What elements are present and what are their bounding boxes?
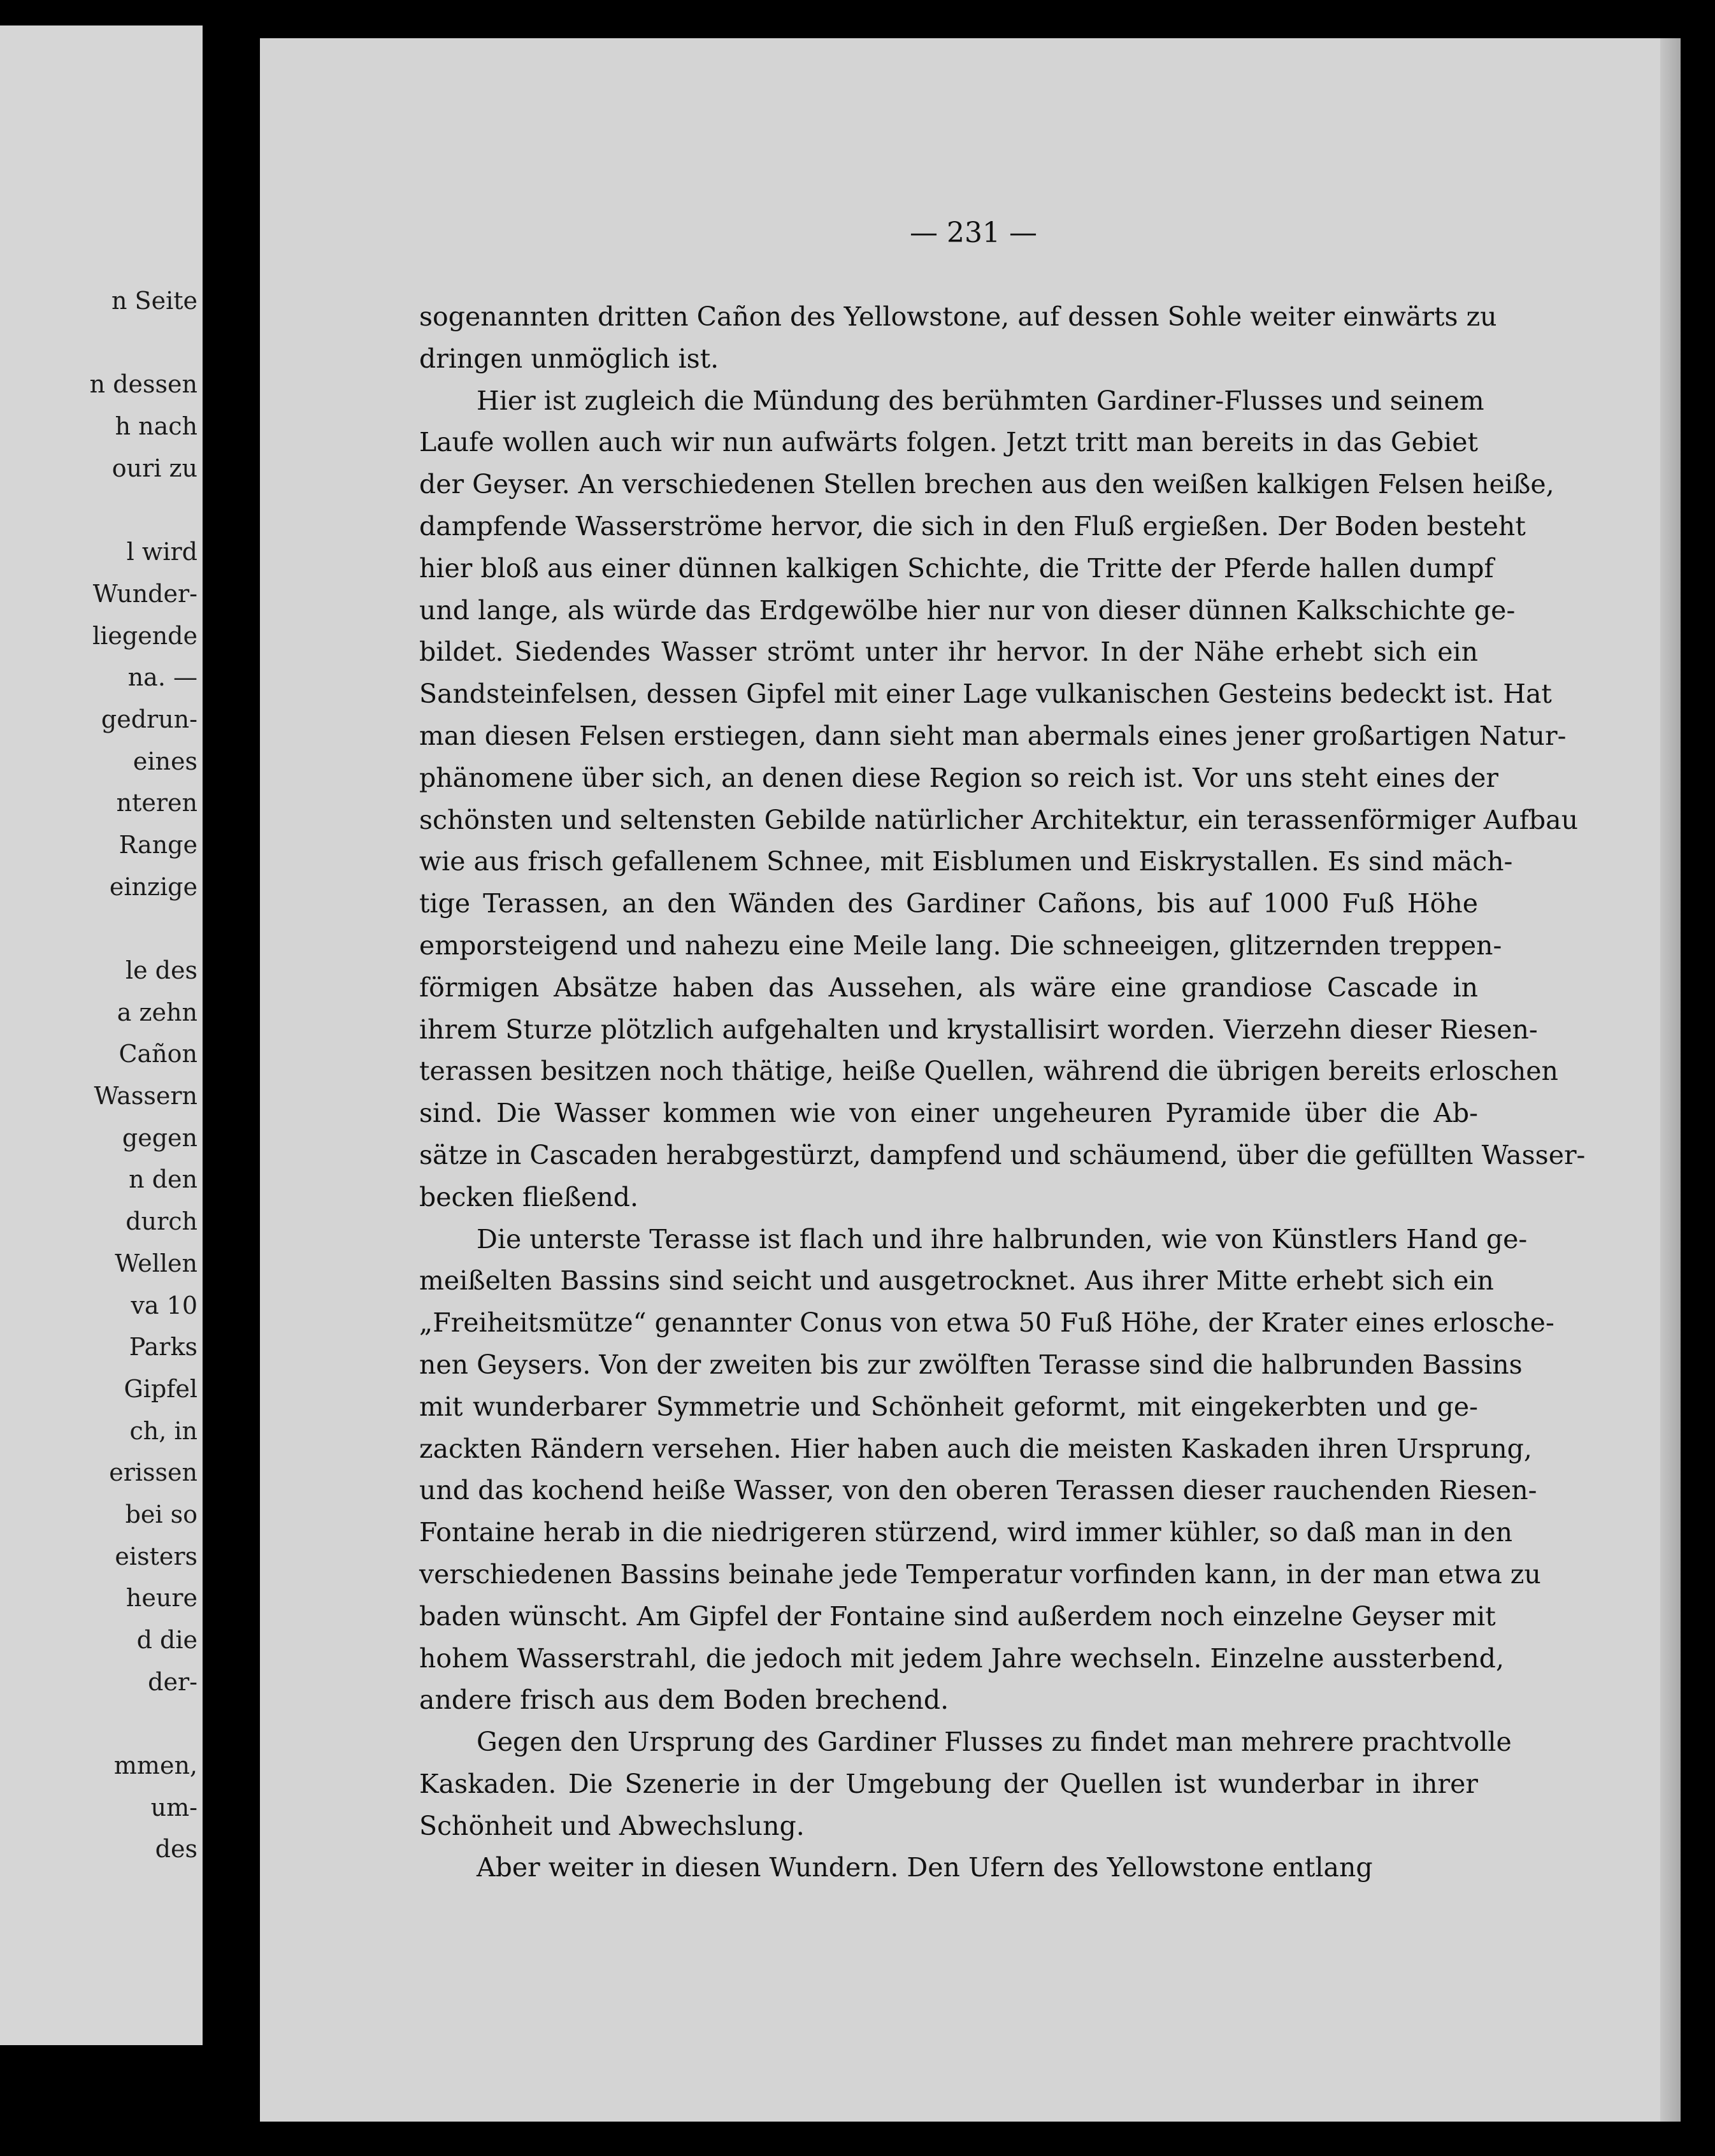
left-page-line bbox=[6, 908, 197, 950]
text-line: dringen unmöglich ist. bbox=[419, 343, 719, 374]
text-line: emporsteigend und nahezu eine Meile lang. Die schneeigen, glitzernden treppen- bbox=[419, 930, 1502, 961]
text-line: dampfende Wasserströme hervor, die sich in den Fluß ergießen. Der Boden besteht bbox=[419, 510, 1526, 542]
left-page-line: des bbox=[155, 1835, 197, 1864]
text-line: phänomene über sich, an denen diese Region so reich ist. Vor uns steht eines der bbox=[419, 762, 1499, 793]
text-line: becken fließend. bbox=[419, 1181, 639, 1212]
left-page-line: Wunder- bbox=[92, 579, 197, 608]
left-page-line: eisters bbox=[115, 1542, 197, 1570]
left-page-line: heure bbox=[126, 1584, 197, 1613]
left-page-line: va 10 bbox=[131, 1291, 197, 1319]
left-page-line: ch, in bbox=[129, 1416, 197, 1445]
left-page bbox=[0, 25, 203, 2045]
left-page-line: der- bbox=[148, 1667, 197, 1696]
left-page-line: a zehn bbox=[117, 998, 197, 1026]
left-page-line: l wird bbox=[126, 538, 197, 566]
left-page-line: erissen bbox=[109, 1458, 197, 1487]
text-line: und lange, als würde das Erdgewölbe hier nur von dieser dünnen Kalkschichte ge- bbox=[419, 594, 1516, 626]
text-line: Fontaine herab in die niedrigeren stürzend, wird immer kühler, so daß man in den bbox=[419, 1517, 1513, 1548]
text-line: wie aus frisch gefallenem Schnee, mit Eisblumen und Eiskrystallen. Es sind mäch- bbox=[419, 846, 1513, 877]
text-line: sätze in Cascaden herabgestürzt, dampfend und schäumend, über die gefüllten Wasser- bbox=[419, 1139, 1586, 1170]
left-page-line: ouri zu bbox=[111, 454, 197, 482]
left-page-line: um- bbox=[150, 1793, 197, 1822]
text-line: nen Geysers. Von der zweiten bis zur zwölften Terasse sind die halbrunden Bassins bbox=[419, 1349, 1523, 1380]
text-line: und das kochend heiße Wasser, von den oberen Terassen dieser rauchenden Riesen- bbox=[419, 1475, 1537, 1506]
page-edge bbox=[1660, 38, 1681, 2122]
paragraph bbox=[419, 1721, 1512, 1847]
text-line: terassen besitzen noch thätige, heiße Quellen, während die übrigen bereits erloschen bbox=[419, 1056, 1558, 1087]
left-page-line: mmen, bbox=[113, 1751, 197, 1780]
left-page-line: einzige bbox=[109, 872, 197, 901]
left-page-line bbox=[6, 322, 197, 364]
paragraph bbox=[419, 296, 1497, 380]
text-line: Aber weiter in diesen Wundern. Den Ufern des Yellowstone entlang bbox=[477, 1852, 1373, 1883]
left-page-line: liegende bbox=[92, 621, 197, 650]
left-page-line: le des bbox=[125, 956, 197, 984]
right-page bbox=[260, 38, 1681, 2122]
paragraph bbox=[419, 1219, 1554, 1722]
left-page-line: Parks bbox=[129, 1333, 197, 1362]
left-page-line: eines bbox=[133, 747, 197, 775]
text-line: Hier ist zugleich die Mündung des berühmten Gardiner-Flusses und seinem bbox=[477, 385, 1484, 416]
text-line: zackten Rändern versehen. Hier haben auch die meisten Kaskaden ihren Ursprung, bbox=[419, 1433, 1532, 1464]
text-line: tige Terassen, an den Wänden des Gardiner Cañons, bis auf 1000 Fuß Höhe bbox=[419, 888, 1478, 919]
text-line: Kaskaden. Die Szenerie in der Umgebung der Quellen ist wunderbar in ihrer bbox=[419, 1768, 1478, 1799]
text-line: Gegen den Ursprung des Gardiner Flusses zu findet man mehrere prachtvolle bbox=[477, 1727, 1512, 1758]
text-line: meißelten Bassins sind seicht und ausgetrocknet. Aus ihrer Mitte erhebt sich ein bbox=[419, 1265, 1494, 1297]
page-body-text bbox=[419, 296, 1586, 1889]
book-gutter bbox=[203, 0, 260, 2156]
text-line: hier bloß aus einer dünnen kalkigen Schichte, die Tritte der Pferde hallen dumpf bbox=[419, 552, 1494, 584]
left-page-line: gedrun- bbox=[101, 705, 197, 733]
text-line: Schönheit und Abwechslung. bbox=[419, 1810, 805, 1841]
left-page-line: na. — bbox=[127, 663, 197, 692]
page-number: — 231 — bbox=[910, 217, 1037, 249]
text-line: hohem Wasserstrahl, die jedoch mit jedem Jahre wechseln. Einzelne aussterbend, bbox=[419, 1642, 1505, 1674]
text-line: schönsten und seltensten Gebilde natürlicher Architektur, ein terassenförmiger Aufbau bbox=[419, 804, 1578, 835]
text-line: sogenannten dritten Cañon des Yellowstone, auf dessen Sohle weiter einwärts zu bbox=[419, 301, 1497, 332]
text-line: verschiedenen Bassins beinahe jede Temperatur vorfinden kann, in der man etwa zu bbox=[419, 1558, 1541, 1590]
left-page-line: h nach bbox=[115, 412, 197, 441]
left-page-line: n dessen bbox=[89, 370, 197, 399]
text-line: „Freiheitsmütze“ genannter Conus von etwa 50 Fuß Höhe, der Krater eines erlosche- bbox=[419, 1307, 1554, 1339]
left-page-line: d die bbox=[136, 1626, 197, 1654]
left-page-line: Gipfel bbox=[124, 1374, 197, 1403]
paragraph bbox=[419, 380, 1586, 1219]
left-page-line: Cañon bbox=[118, 1040, 197, 1068]
left-page-line bbox=[6, 1703, 197, 1745]
left-page-line: bei so bbox=[125, 1500, 197, 1528]
text-line: Die unterste Terasse ist flach und ihre halbrunden, wie von Künstlers Hand ge- bbox=[477, 1223, 1528, 1254]
left-page-line: Wassern bbox=[94, 1082, 197, 1110]
text-line: sind. Die Wasser kommen wie von einer ungeheuren Pyramide über die Ab- bbox=[419, 1098, 1478, 1129]
text-line: ihrem Sturze plötzlich aufgehalten und krystallisirt worden. Vierzehn dieser Riesen- bbox=[419, 1014, 1538, 1045]
left-page-line: Range bbox=[118, 830, 197, 859]
text-line: andere frisch aus dem Boden brechend. bbox=[419, 1685, 949, 1716]
left-page-line: n den bbox=[129, 1165, 197, 1194]
text-line: bildet. Siedendes Wasser strömt unter ihr hervor. In der Nähe erhebt sich ein bbox=[419, 636, 1478, 668]
text-line: der Geyser. An verschiedenen Stellen brechen aus den weißen kalkigen Felsen heiße, bbox=[419, 469, 1554, 500]
left-page-line: durch bbox=[126, 1207, 197, 1236]
left-page-text bbox=[6, 280, 197, 1871]
text-line: Laufe wollen auch wir nun aufwärts folgen. Jetzt tritt man bereits in das Gebiet bbox=[419, 427, 1478, 458]
left-page-line: nteren bbox=[116, 789, 197, 817]
left-page-line bbox=[6, 489, 197, 531]
text-line: baden wünscht. Am Gipfel der Fontaine sind außerdem noch einzelne Geyser mit bbox=[419, 1600, 1496, 1632]
left-page-line: n Seite bbox=[111, 287, 197, 315]
text-line: Sandsteinfelsen, dessen Gipfel mit einer Lage vulkanischen Gesteins bedeckt ist. Hat bbox=[419, 679, 1552, 710]
text-line: mit wunderbarer Symmetrie und Schönheit geformt, mit eingekerbten und ge- bbox=[419, 1391, 1478, 1422]
text-line: förmigen Absätze haben das Aussehen, als wäre eine grandiose Cascade in bbox=[419, 972, 1478, 1003]
paragraph bbox=[419, 1847, 1478, 1889]
text-line: man diesen Felsen erstiegen, dann sieht man abermals eines jener großartigen Natur- bbox=[419, 720, 1567, 751]
left-page-line: gegen bbox=[122, 1123, 197, 1152]
left-page-line: Wellen bbox=[115, 1249, 197, 1277]
